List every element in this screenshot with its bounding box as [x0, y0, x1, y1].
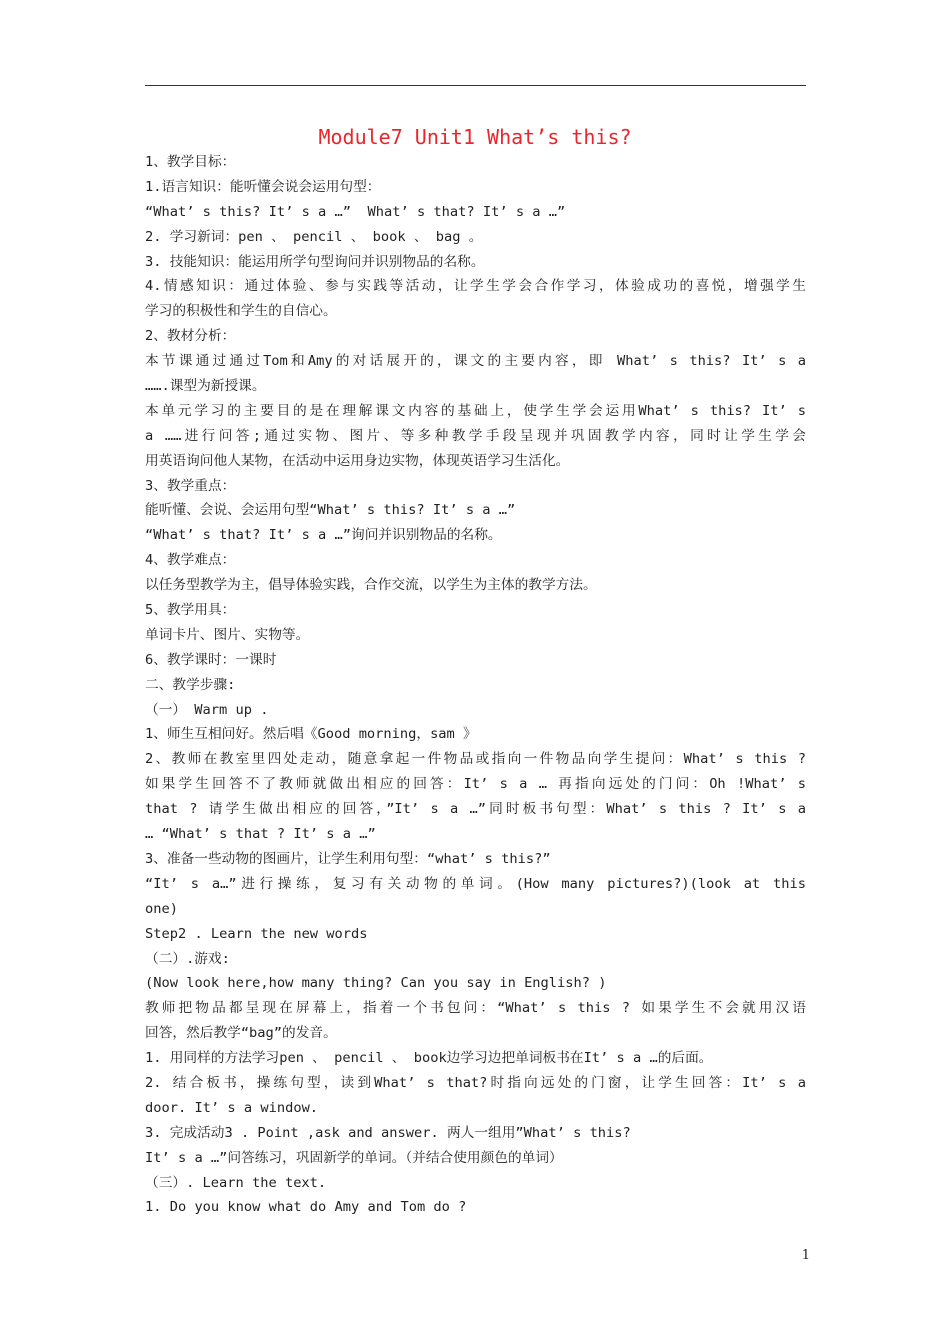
document-body	[145, 150, 806, 1220]
text-line: 4、教学难点：	[145, 552, 236, 569]
text-line: 3、准备一些动物的图画片，让学生利用句型：“what’ s this?”	[145, 850, 551, 867]
text-line: （二）.游戏:	[145, 950, 230, 967]
text-line: “What’ s that? It’ s a …”询问并识别物品的名称。	[145, 527, 502, 544]
text-line: 4.情感知识：通过体验、参与实践等活动，让学生学会合作学习，体验成功的喜悦，增强学生	[145, 278, 806, 295]
text-line: 用英语询问他人某物，在活动中运用身边实物，体现英语学习生活化。	[145, 452, 570, 469]
text-line: 二、教学步骤:	[145, 676, 236, 693]
text-line: 3. 技能知识：能运用所学句型询问并识别物品的名称。	[145, 253, 485, 270]
text-line: 以任务型教学为主，倡导体验实践，合作交流，以学生为主体的教学方法。	[145, 577, 597, 594]
text-line: 1、师生互相问好。然后唱《Good morning，sam 》	[145, 726, 477, 743]
text-line: door. It’ s a window.	[145, 1099, 319, 1116]
text-line: 3、教学重点：	[145, 477, 236, 494]
text-line: It’ s a …”问答练习，巩固新学的单词。（并结合使用颜色的单词）	[145, 1149, 563, 1166]
text-line: 6、教学课时：一课时	[145, 651, 277, 668]
text-line: 1. Do you know what do Amy and Tom do ?	[145, 1199, 467, 1216]
text-line: 本单元学习的主要目的是在理解课文内容的基础上，使学生学会运用What’ s this? It’ s	[145, 402, 806, 419]
text-line: that ? 请学生做出相应的回答，”It’ s a …”同时板书句型：What’ s this ? It’ s a	[145, 801, 806, 818]
text-line: “It’ s a…”进行操练，复习有关动物的单词。(How many pictures?)(look at this	[145, 875, 806, 892]
text-line: “What’ s this? It’ s a …” What’ s that? It’ s a …”	[145, 203, 566, 220]
document-title: Module7 Unit1 What’s this?	[318, 125, 632, 149]
text-line: 回答，然后教学“bag”的发音。	[145, 1025, 337, 1042]
text-line: 教师把物品都呈现在屏幕上，指着一个书包问：“What’ s this ? 如果学生不会就用汉语	[145, 1000, 806, 1017]
text-line: 如果学生回答不了教师就做出相应的回答：It’ s a … 再指向远处的门问：Oh !What’ s	[145, 776, 806, 793]
text-line: … “What’ s that ? It’ s a …”	[145, 826, 376, 843]
text-line: （一） Warm up .	[145, 701, 269, 718]
text-line: 2. 学习新词：pen 、 pencil 、 book 、 bag 。	[145, 228, 483, 245]
text-line: 能听懂、会说、会运用句型“What’ s this? It’ s a …”	[145, 502, 516, 519]
text-line: …….课型为新授课。	[145, 378, 266, 395]
text-line: 学习的积极性和学生的自信心。	[145, 303, 337, 320]
text-line: 2、教师在教室里四处走动，随意拿起一件物品或指向一件物品向学生提问：What’ s this ?	[145, 751, 806, 768]
text-line: 1. 用同样的方法学习pen 、 pencil 、 book边学习边把单词板书在It’ s a …的后面。	[145, 1050, 713, 1067]
text-line: (Now look here,how many thing? Can you say in English? )	[145, 975, 607, 992]
text-line: a ……进行问答;通过实物、图片、等多种教学手段呈现并巩固教学内容，同时让学生学会	[145, 427, 806, 444]
text-line: 1.语言知识：能听懂会说会运用句型：	[145, 178, 381, 195]
text-line: 3. 完成活动3 . Point ,ask and answer. 两人一组用”What’ s this?	[145, 1124, 631, 1141]
header-rule	[145, 85, 806, 86]
text-line: 1、教学目标：	[145, 154, 236, 170]
text-line: （三）. Learn the text.	[145, 1174, 327, 1191]
text-line: 单词卡片、图片、实物等。	[145, 626, 310, 643]
text-line: 2、教材分析：	[145, 328, 236, 345]
text-line: 本节课通过通过Tom和Amy的对话展开的，课文的主要内容，即 What’ s this? It’ s a	[145, 353, 806, 370]
page-number: 1	[801, 1248, 810, 1263]
text-line: Step2 . Learn the new words	[145, 925, 368, 942]
text-line: one)	[145, 900, 178, 917]
text-line: 2. 结合板书，操练句型，读到What’ s that?时指向远处的门窗，让学生回答：It’ s a	[145, 1074, 806, 1091]
text-line: 5、教学用具：	[145, 602, 236, 619]
